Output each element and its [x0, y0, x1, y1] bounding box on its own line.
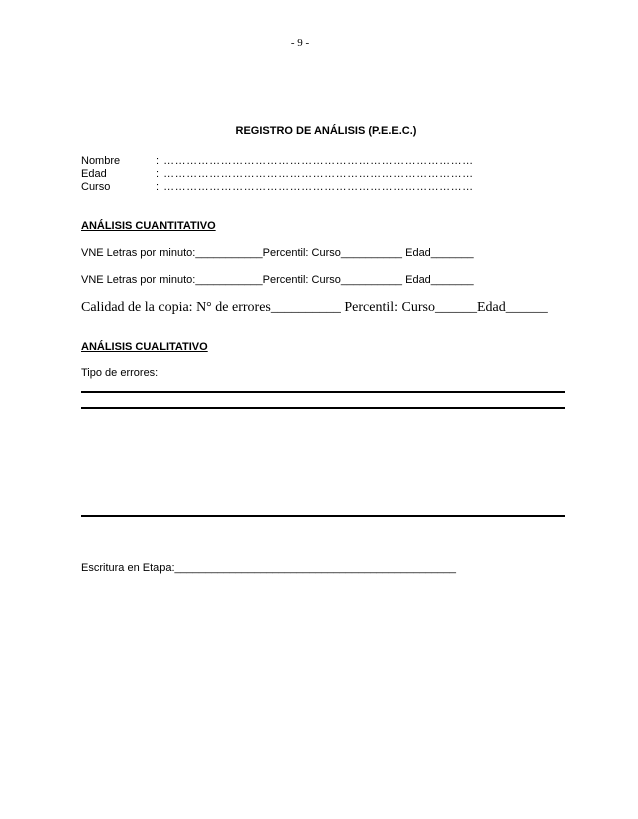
- qualitative-heading: ANÁLISIS CUALITATIVO: [81, 341, 208, 353]
- course-field-label: Curso: [81, 181, 111, 193]
- error-type-rule-1: [81, 391, 565, 393]
- document-title: REGISTRO DE ANÁLISIS (P.E.E.C.): [235, 125, 417, 137]
- quantitative-heading: ANÁLISIS CUANTITATIVO: [81, 220, 216, 232]
- age-field-blank: : ………………………………………………………………………: [156, 168, 474, 180]
- copy-quality-line: Calidad de la copia: N° de errores__________ Percentil: Curso______Edad______: [81, 300, 548, 315]
- error-type-rule-2: [81, 407, 565, 409]
- error-type-rule-3: [81, 515, 565, 517]
- error-type-label: Tipo de errores:: [81, 367, 159, 379]
- course-field-blank: : ………………………………………………………………………: [156, 181, 474, 193]
- writing-stage-line: Escritura en Etapa:______________________________________________: [81, 562, 456, 574]
- age-field-label: Edad: [81, 168, 107, 180]
- page-number: - 9 -: [290, 37, 310, 49]
- name-field-label: Nombre: [81, 155, 121, 167]
- vne-line-1: VNE Letras por minuto:___________Percentil: Curso__________ Edad_______: [81, 247, 474, 259]
- name-field-blank: : ………………………………………………………………………: [156, 155, 474, 167]
- vne-line-2: VNE Letras por minuto:___________Percentil: Curso__________ Edad_______: [81, 274, 474, 286]
